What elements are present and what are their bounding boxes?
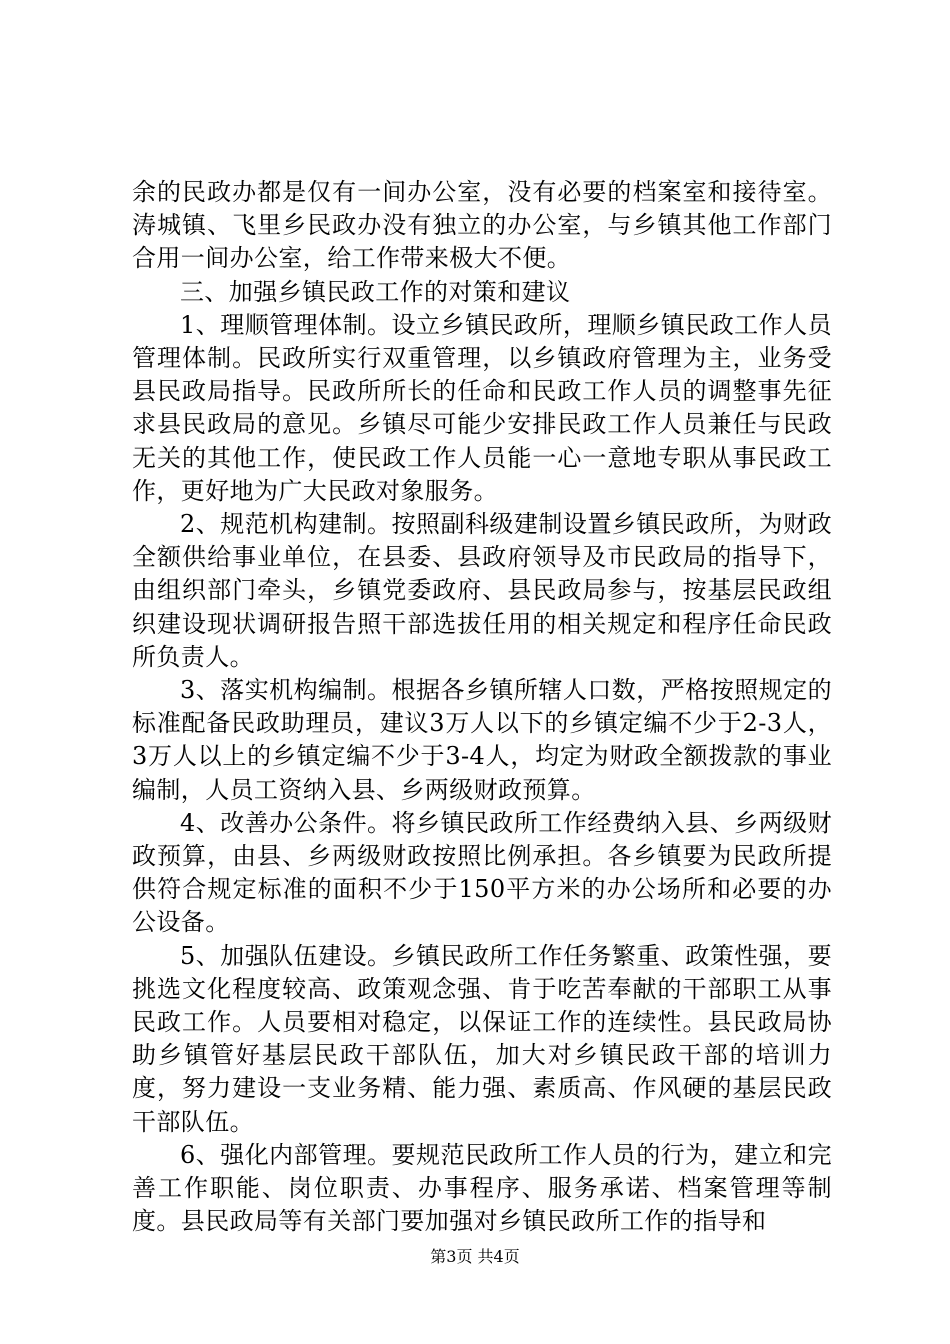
page-number-footer: 第3页 共4页 [430,1247,520,1266]
paragraph-continuation: 余的民政办都是仅有一间办公室，没有必要的档案室和接待室。涛城镇、飞里乡民政办没有独立的办公室，与乡镇其他工作部门合用一间办公室，给工作带来极大不便。 [132,178,832,273]
section-heading: 三、加强乡镇民政工作的对策和建议 [180,277,571,306]
paragraph-item-4: 4、改善办公条件。将乡镇民政所工作经费纳入县、乡两级财政预算，由县、乡两级财政按照比例承担。各乡镇要为民政所提供符合规定标准的面积不少于150平方米的办公场所和必要的办公设备。 [132,808,832,937]
paragraph-item-1: 1、理顺管理体制。设立乡镇民政所，理顺乡镇民政工作人员管理体制。民政所实行双重管理，以乡镇政府管理为主，业务受县民政局指导。民政所所长的任命和民政工作人员的调整事先征求县民政局的意见。乡镇尽可能少安排民政工作人员兼任与民政无关的其他工作，使民政工作人员能一心一意地专职从事民政工作，更好地为广大民政对象服务。 [132,310,832,505]
paragraph-item-6: 6、强化内部管理。要规范民政所工作人员的行为，建立和完善工作职能、岗位职责、办事程序、服务承诺、档案管理等制度。县民政局等有关部门要加强对乡镇民政所工作的指导和 [132,1140,832,1236]
document-body [132,176,832,1239]
paragraph-item-5: 5、加强队伍建设。乡镇民政所工作任务繁重、政策性强，要挑选文化程度较高、政策观念强、肯于吃苦奉献的干部职工从事民政工作。人员要相对稳定，以保证工作的连续性。县民政局协助乡镇管好基层民政干部队伍，加大对乡镇民政干部的培训力度，努力建设一支业务精、能力强、素质高、作风硬的基层民政干部队伍。 [132,941,832,1136]
paragraph-item-2: 2、规范机构建制。按照副科级建制设置乡镇民政所，为财政全额供给事业单位，在县委、县政府领导及市民政局的指导下，由组织部门牵头，乡镇党委政府、县民政局参与，按基层民政组织建设现状调研报告照干部选拔任用的相关规定和程序任命民政所负责人。 [132,510,832,671]
paragraph-item-3: 3、落实机构编制。根据各乡镇所辖人口数，严格按照规定的标准配备民政助理员，建议3万人以下的乡镇定编不少于2-3人，3万人以上的乡镇定编不少于3-4人，均定为财政全额拨款的事业编制，人员工资纳入县、乡两级财政预算。 [132,676,832,804]
